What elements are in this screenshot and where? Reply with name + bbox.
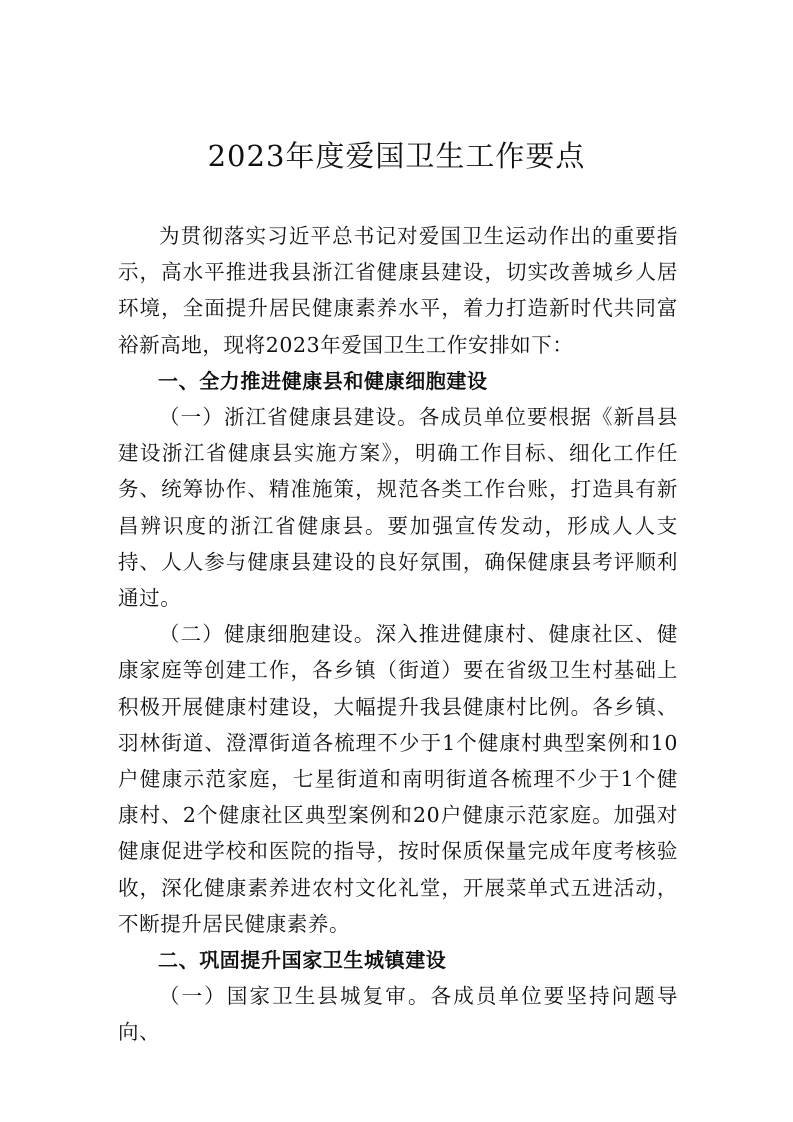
section-1-item-1-text: 各成员单位要根据《新昌县建设浙江省健康县实施方案》，明确工作目标、细化工作任务、统筹协作、精准施策，规范各类工作台账，打造具有新昌辨识度的浙江省健康县。要加强宣传发动，形成人人支持、人人参与健康县建设的良好氛围，确保健康县考评顺利通过。 <box>118 405 679 611</box>
section-1-item-2-label: （二）健康细胞建设。 <box>159 622 376 647</box>
section-1-item-2 <box>118 616 678 942</box>
section-1-item-2-text: 深入推进健康村、健康社区、健康家庭等创建工作，各乡镇（街道）要在省级卫生村基础上积极开展健康村建设，大幅提升我县健康村比例。各乡镇、羽林街道、澄潭街道各梳理不少于1个健康村典型案例和10户健康示范家庭，七星街道和南明街道各梳理不少于1个健康村、2个健康社区典型案例和20户健康示范家庭。加强对健康促进学校和医院的指导，按时保质保量完成年度考核验收，深化健康素养进农村文化礼堂，开展菜单式五进活动，不断提升居民健康素养。 <box>118 622 679 936</box>
document-title: 2023年度爱国卫生工作要点 <box>207 139 586 173</box>
section-1-item-1 <box>118 399 678 616</box>
intro-paragraph: 为贯彻落实习近平总书记对爱国卫生运动作出的重要指示，高水平推进我县浙江省健康县建设，切实改善城乡人居环境，全面提升居民健康素养水平，着力打造新时代共同富裕新高地，现将2023年爱国卫生工作安排如下： <box>118 224 678 357</box>
section-1-heading: 一、全力推进健康县和健康细胞建设 <box>158 368 488 393</box>
section-2-item-1-text: 各成员单位要坚持问题导向、 <box>118 984 678 1045</box>
section-2-heading: 二、巩固提升国家卫生城镇建设 <box>158 948 447 973</box>
document-body <box>118 218 678 1051</box>
section-2-item-1 <box>118 978 678 1050</box>
section-1-item-1-label: （一）浙江省健康县建设。 <box>159 405 419 430</box>
section-2-item-1-label: （一）国家卫生县城复审。 <box>159 984 431 1009</box>
